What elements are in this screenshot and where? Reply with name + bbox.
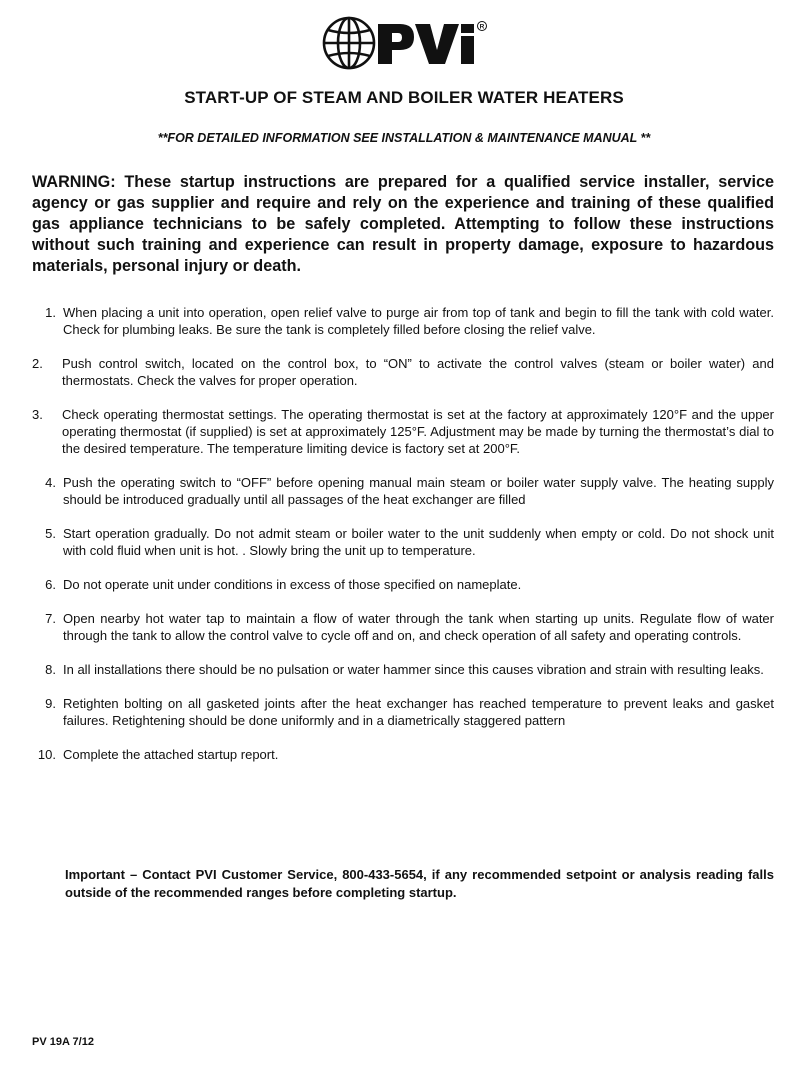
step-number: 3. xyxy=(32,407,43,422)
step-number: 2. xyxy=(32,356,43,371)
document-code: PV 19A 7/12 xyxy=(32,1036,94,1048)
list-item xyxy=(32,576,774,593)
step-text: Push control switch, located on the control box, to “ON” to activate the control valves (steam or boiler water) and thermostats. Check the valves for proper operation. xyxy=(62,356,774,388)
list-item xyxy=(32,474,774,508)
pvi-logo xyxy=(320,14,496,72)
list-item xyxy=(32,610,774,644)
step-text: In all installations there should be no pulsation or water hammer since this causes vibration and strain with resulting leaks. xyxy=(63,662,764,677)
pvi-wordmark xyxy=(378,24,474,64)
step-text: Do not operate unit under conditions in excess of those specified on nameplate. xyxy=(63,577,522,592)
list-item xyxy=(32,355,774,389)
step-text: Open nearby hot water tap to maintain a flow of water through the tank when starting up units. Regulate flow of water through the tank to allow the control valve to cycle off and on, and check operation of all safety and operating controls. xyxy=(63,611,774,643)
step-number: 8. xyxy=(45,662,56,677)
step-number: 10. xyxy=(37,747,56,762)
step-text: Retighten bolting on all gasketed joints after the heat exchanger has reached temperature to prevent leaks and gasket failures. Retightening should be done uniformly and in a diametrically staggered pattern xyxy=(63,696,774,728)
svg-text:R: R xyxy=(479,23,485,31)
step-text: When placing a unit into operation, open relief valve to purge air from top of tank and begin to fill the tank with cold water. Check for plumbing leaks. Be sure the tank is completely filled before closing the relief valve. xyxy=(63,305,774,337)
registered-mark xyxy=(478,22,487,31)
list-item xyxy=(32,661,774,678)
step-text: Complete the attached startup report. xyxy=(63,747,279,762)
list-item xyxy=(32,304,774,338)
step-number: 9. xyxy=(45,696,56,711)
manual-reference-note: **FOR DETAILED INFORMATION SEE INSTALLATION & MAINTENANCE MANUAL ** xyxy=(157,131,651,145)
step-number: 6. xyxy=(45,577,56,592)
list-item xyxy=(32,695,774,729)
step-number: 4. xyxy=(45,475,56,490)
globe-icon xyxy=(324,18,374,68)
step-number: 5. xyxy=(45,526,56,541)
important-contact-note: Important – Contact PVI Customer Service, 800-433-5654, if any recommended setpoint or analysis reading falls outside of the recommended ranges before completing startup. xyxy=(65,867,774,900)
warning-paragraph: WARNING: These startup instructions are prepared for a qualified service installer, service agency or gas supplier and require and rely on the experience and training of these qualified gas appliance technicians to be safely completed. Attempting to follow these instructions without such training and experience can result in property damage, exposure to hazardous materials, personal injury or death. xyxy=(32,173,774,275)
step-number: 1. xyxy=(45,305,56,320)
list-item xyxy=(32,525,774,559)
step-text: Push the operating switch to “OFF” before opening manual main steam or boiler water supply valve. The heating supply should be introduced gradually until all passages of the heat exchanger are filled xyxy=(63,475,774,507)
step-text: Start operation gradually. Do not admit steam or boiler water to the unit suddenly when empty or cold. Do not shock unit with cold fluid when unit is hot. . Slowly bring the unit up to temperature. xyxy=(63,526,774,558)
step-text: Check operating thermostat settings. The operating thermostat is set at the factory at approximately 120°F and the upper operating thermostat (if supplied) is set at approximately 125°F. Adjustment may be made by turning the thermostat’s dial to the desired temperature. The temperature limiting device is factory set at 200°F. xyxy=(62,407,774,456)
list-item xyxy=(32,746,774,763)
pvi-logo-graphic xyxy=(320,14,496,72)
startup-steps-list xyxy=(32,304,774,780)
page-title: START-UP OF STEAM AND BOILER WATER HEATERS xyxy=(184,88,624,107)
list-item xyxy=(32,406,774,457)
step-number: 7. xyxy=(45,611,56,626)
